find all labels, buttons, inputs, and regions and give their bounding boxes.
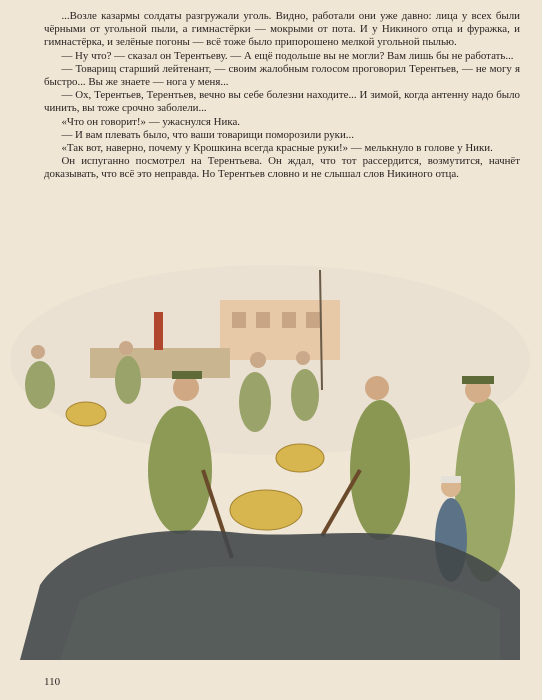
paragraph: «Что он говорит!» — ужаснулся Ника. (61, 115, 240, 128)
paragraph: — Ох, Терентьев, Терентьев, вечно вы себе болезни находите... И зимой, когда антенну надо было чинить, вы тоже срочно заболели... (44, 89, 520, 115)
story-text (44, 10, 520, 182)
paragraph: — Ну что? — сказал он Терентьеву. — А ещё подольше вы не могли? Вам лишь бы не работать... (61, 49, 514, 62)
paragraph: ...Возле казармы солдаты разгружали уголь. Видно, работали они уже давно: лица у всех были чёрными от угольной пыли, а гимнастёрки — мокрыми от пота. И у Никиного отца и фуражка, и гимнастёрка, и зелёные погоны — всё тоже было припорошено мелкой угольной пылью. (44, 10, 520, 49)
paragraph: «Так вот, наверно, почему у Крошкина всегда красные руки!» — мелькнуло в голове у Ники. (61, 142, 493, 155)
illustration-soldiers-unloading-coal (0, 240, 542, 660)
paragraph: Он испуганно посмотрел на Терентьева. Он ждал, что тот рассердится, возмутится, начнёт доказывать, что всё это неправда. Но Терентьев словно и не слышал слов Никиного отца. (44, 155, 520, 181)
paragraph: — Товарищ старший лейтенант, — своим жалобным голосом проговорил Терентьев, — не могу я быстро... Вы же знаете — нога у меня... (44, 62, 520, 89)
page-number: 110 (44, 676, 61, 688)
paragraph: — И вам плевать было, что ваши товарищи поморозили руки... (61, 128, 354, 141)
